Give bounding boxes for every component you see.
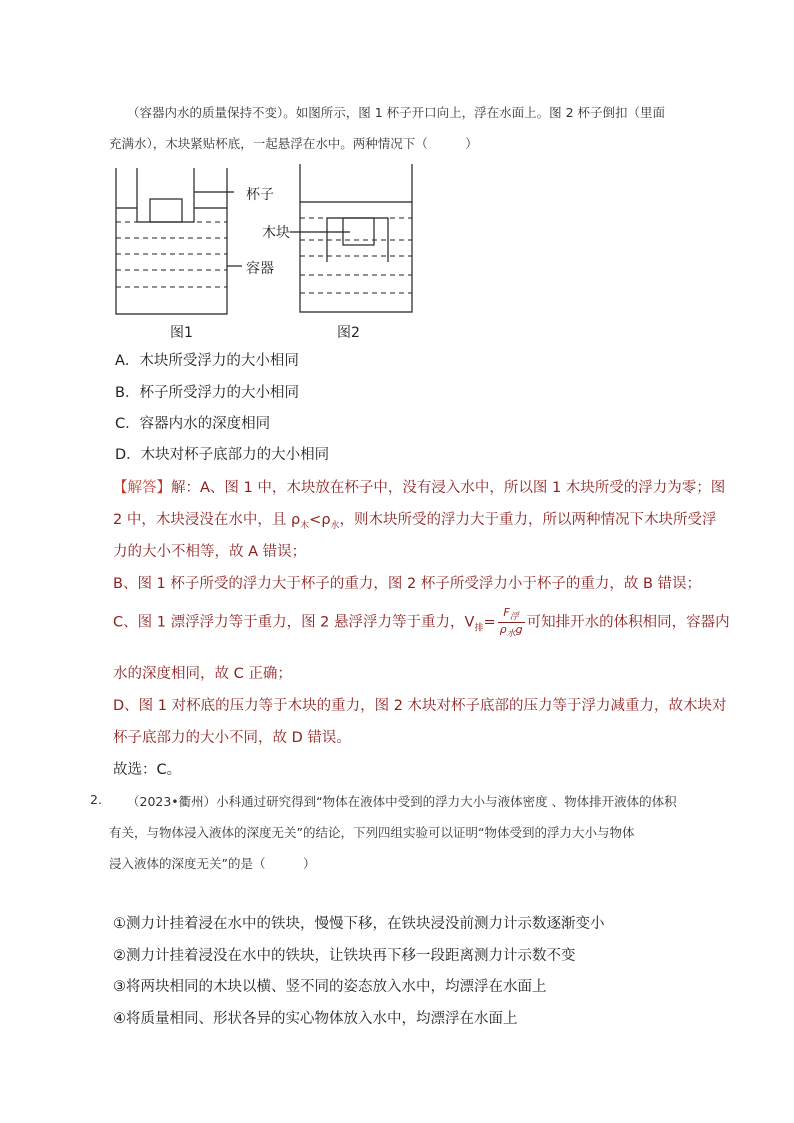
answer-paragraph-a-line1: 【解答】解：A、图 1 中，木块放在杯子中，没有浸入水中，所以图 1 木块所受的浮力为零；图 — [113, 480, 726, 496]
figure2-caption: 图2 — [337, 325, 360, 341]
experiment-item: ①测力计挂着浸在水中的铁块，慢慢下移，在铁块浸没前测力计示数逐渐变小 — [113, 916, 605, 932]
answer-paragraph-d-line1: D、图 1 对杯底的压力等于木块的重力，图 2 木块对杯子底部的压力等于浮力减重力，故木块对 — [113, 698, 727, 714]
answer-paragraph-c-line2: 水的深度相同，故 C 正确； — [113, 666, 292, 682]
answer-paragraph-b: B、图 1 杯子所受的浮力大于杯子的重力，图 2 杯子所受浮力小于杯子的重力，故 B 错误； — [113, 576, 701, 592]
question2-number: 2. — [90, 792, 102, 807]
option-b: B．杯子所受浮力的大小相同 — [115, 385, 299, 401]
question1-text-line1: （容器内水的质量保持不变）。如图所示，图 1 杯子开口向上，浮在水面上。图 2 杯子倒扣（里面 — [127, 105, 666, 120]
answer-tag: 【解答】 — [113, 480, 171, 496]
answer-final-choice: 故选：C。 — [113, 762, 182, 778]
answer-paragraph-d-line2: 杯子底部力的大小不同，故 D 错误。 — [113, 730, 351, 746]
figure2-container — [300, 164, 412, 312]
option-d: D．木块对杯子底部力的大小相同 — [115, 447, 330, 463]
figure1-cup — [137, 168, 194, 222]
figure1-caption: 图1 — [170, 325, 193, 341]
label-wood: 木块 — [262, 225, 290, 241]
figure1-wood-block — [150, 199, 182, 222]
question2-text-line1: （2023•衢州）小科通过研究得到“物体在液体中受到的浮力大小与液体密度 、物体排开液体的体积 — [127, 794, 677, 809]
volume-fraction: $\frac{F_浮}{\rho_水g}$ — [499, 606, 523, 640]
option-a: A．木块所受浮力的大小相同 — [115, 353, 299, 369]
answer-paragraph-a-line2: 2 中，木块浸没在水中，且 $\rho_木<\rho_水$，则木块所受的浮力大于重力，所以两种情况下木块所受浮 — [113, 512, 717, 531]
label-container: 容器 — [246, 261, 274, 277]
figure1-container — [116, 168, 227, 314]
buoyancy-diagram-svg — [0, 0, 794, 360]
question2-text-line2: 有关，与物体浸入液体的深度无关”的结论，下列四组实验可以证明“物体受到的浮力大小与物体 — [109, 825, 635, 840]
label-cup: 杯子 — [246, 187, 274, 203]
question1-text-line2: 充满水），木块紧贴杯底，一起悬浮在水中。两种情况下（ ） — [109, 136, 478, 151]
answer-paragraph-a-line3: 力的大小不相等，故 A 错误； — [113, 544, 307, 560]
answer-paragraph-c-line1: C、图 1 漂浮浮力等于重力，图 2 悬浮浮力等于重力，$V_排=$ $\frac{F_浮}{\rho_水g}$ 可知排开水的体积相同，容器内 — [113, 606, 730, 640]
question2-text-line3: 浸入液体的深度无关”的是（ ） — [109, 856, 316, 871]
experiment-item: ④将质量相同、形状各异的实心物体放入水中，均漂浮在水面上 — [113, 1011, 518, 1027]
option-c: C．容器内水的深度相同 — [115, 416, 271, 432]
experiment-item: ③将两块相同的木块以横、竖不同的姿态放入水中，均漂浮在水面上 — [113, 979, 547, 995]
experiment-item: ②测力计挂着浸没在水中的铁块，让铁块再下移一段距离测力计示数不变 — [113, 948, 576, 964]
